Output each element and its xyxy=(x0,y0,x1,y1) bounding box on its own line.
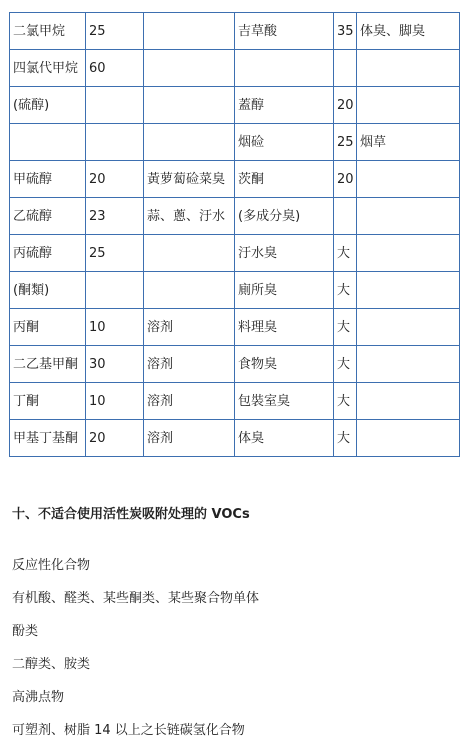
table-cell-threshold-value: 20 xyxy=(86,161,144,198)
list-item: 可塑剂、树脂 14 以上之长链碳氢化合物 xyxy=(12,723,245,738)
table-row xyxy=(10,50,460,87)
table-row xyxy=(10,272,460,309)
table-cell-compound-name: 甲硫醇 xyxy=(10,161,86,198)
table-cell-compound-name-2: (多成分臭) xyxy=(235,198,334,235)
table-cell-compound-name-2: 茨酮 xyxy=(235,161,334,198)
list-item: 酚类 xyxy=(12,624,39,639)
table-cell-compound-name: 四氯代甲烷 xyxy=(10,50,86,87)
table-row xyxy=(10,161,460,198)
table-cell-compound-name-2 xyxy=(235,50,334,87)
table-cell-threshold-value: 60 xyxy=(86,50,144,87)
table-cell-threshold-value-2: 35 xyxy=(334,13,357,50)
list-item: 高沸点物 xyxy=(12,690,65,705)
table-cell-threshold-value: 10 xyxy=(86,383,144,420)
list-item: 反应性化合物 xyxy=(12,558,91,573)
table-cell-compound-name-2: 体臭 xyxy=(235,420,334,457)
table-row xyxy=(10,198,460,235)
table-row xyxy=(10,13,460,50)
table-row xyxy=(10,87,460,124)
table-cell-odor-description-2 xyxy=(357,272,460,309)
table-cell-threshold-value xyxy=(86,124,144,161)
table-cell-compound-name: 二氯甲烷 xyxy=(10,13,86,50)
table-cell-threshold-value-2: 25 xyxy=(334,124,357,161)
table-cell-odor-description-2: 烟草 xyxy=(357,124,460,161)
table-cell-odor-description xyxy=(144,13,235,50)
table-cell-odor-description-2 xyxy=(357,50,460,87)
table-cell-compound-name-2: 料理臭 xyxy=(235,309,334,346)
table-cell-odor-description-2 xyxy=(357,235,460,272)
section-heading: 十、不适合使用活性炭吸附处理的 VOCs xyxy=(12,507,250,522)
table-cell-compound-name-2: 食物臭 xyxy=(235,346,334,383)
table-row xyxy=(10,420,460,457)
table-cell-compound-name-2: 汙水臭 xyxy=(235,235,334,272)
table-cell-threshold-value-2: 大 xyxy=(334,272,357,309)
table-cell-odor-description xyxy=(144,272,235,309)
table-cell-threshold-value: 10 xyxy=(86,309,144,346)
table-cell-odor-description-2: 体臭、脚臭 xyxy=(357,13,460,50)
table-cell-threshold-value-2 xyxy=(334,198,357,235)
table-cell-compound-name: 二乙基甲酮 xyxy=(10,346,86,383)
voc-table-body xyxy=(10,13,460,457)
table-cell-odor-description-2 xyxy=(357,87,460,124)
table-cell-threshold-value-2: 20 xyxy=(334,87,357,124)
table-cell-compound-name: (酮類) xyxy=(10,272,86,309)
table-cell-odor-description-2 xyxy=(357,309,460,346)
table-cell-odor-description xyxy=(144,235,235,272)
table-cell-threshold-value: 25 xyxy=(86,235,144,272)
table-cell-odor-description: 溶剂 xyxy=(144,309,235,346)
table-cell-compound-name: 乙硫醇 xyxy=(10,198,86,235)
table-cell-odor-description-2 xyxy=(357,383,460,420)
table-cell-threshold-value xyxy=(86,87,144,124)
table-cell-compound-name-2: 蓋醇 xyxy=(235,87,334,124)
table-cell-threshold-value: 23 xyxy=(86,198,144,235)
table-cell-odor-description xyxy=(144,87,235,124)
table-cell-compound-name: 丙酮 xyxy=(10,309,86,346)
table-cell-compound-name-2: 廁所臭 xyxy=(235,272,334,309)
table-cell-odor-description xyxy=(144,124,235,161)
table-cell-odor-description: 溶剂 xyxy=(144,420,235,457)
voc-odor-table xyxy=(9,12,460,457)
table-cell-odor-description: 蒜、蔥、汙水 xyxy=(144,198,235,235)
list-item: 二醇类、胺类 xyxy=(12,657,91,672)
table-cell-compound-name: 甲基丁基酮 xyxy=(10,420,86,457)
table-cell-odor-description: 黃萝蔔硷菜臭 xyxy=(144,161,235,198)
unsuitable-voc-list xyxy=(12,557,259,755)
table-cell-compound-name xyxy=(10,124,86,161)
table-cell-threshold-value xyxy=(86,272,144,309)
table-cell-compound-name: 丁酮 xyxy=(10,383,86,420)
table-cell-odor-description-2 xyxy=(357,161,460,198)
table-cell-compound-name-2: 烟硷 xyxy=(235,124,334,161)
table-cell-compound-name-2: 吉草酸 xyxy=(235,13,334,50)
table-cell-compound-name: (硫醇) xyxy=(10,87,86,124)
table-cell-threshold-value-2: 大 xyxy=(334,309,357,346)
table-cell-odor-description: 溶剂 xyxy=(144,383,235,420)
table-row xyxy=(10,309,460,346)
table-cell-threshold-value-2 xyxy=(334,50,357,87)
table-cell-threshold-value-2: 大 xyxy=(334,420,357,457)
table-cell-threshold-value: 30 xyxy=(86,346,144,383)
table-cell-odor-description xyxy=(144,50,235,87)
table-cell-threshold-value-2: 大 xyxy=(334,235,357,272)
table-cell-threshold-value-2: 大 xyxy=(334,383,357,420)
table-cell-threshold-value-2: 大 xyxy=(334,346,357,383)
table-row xyxy=(10,124,460,161)
table-row xyxy=(10,383,460,420)
table-cell-threshold-value-2: 20 xyxy=(334,161,357,198)
table-row xyxy=(10,346,460,383)
table-cell-odor-description-2 xyxy=(357,420,460,457)
table-cell-compound-name: 丙硫醇 xyxy=(10,235,86,272)
table-cell-odor-description: 溶剂 xyxy=(144,346,235,383)
table-row xyxy=(10,235,460,272)
list-item: 有机酸、醛类、某些酮类、某些聚合物单体 xyxy=(12,591,260,606)
table-cell-compound-name-2: 包裝室臭 xyxy=(235,383,334,420)
table-cell-threshold-value: 25 xyxy=(86,13,144,50)
table-cell-odor-description-2 xyxy=(357,346,460,383)
table-cell-odor-description-2 xyxy=(357,198,460,235)
table-cell-threshold-value: 20 xyxy=(86,420,144,457)
